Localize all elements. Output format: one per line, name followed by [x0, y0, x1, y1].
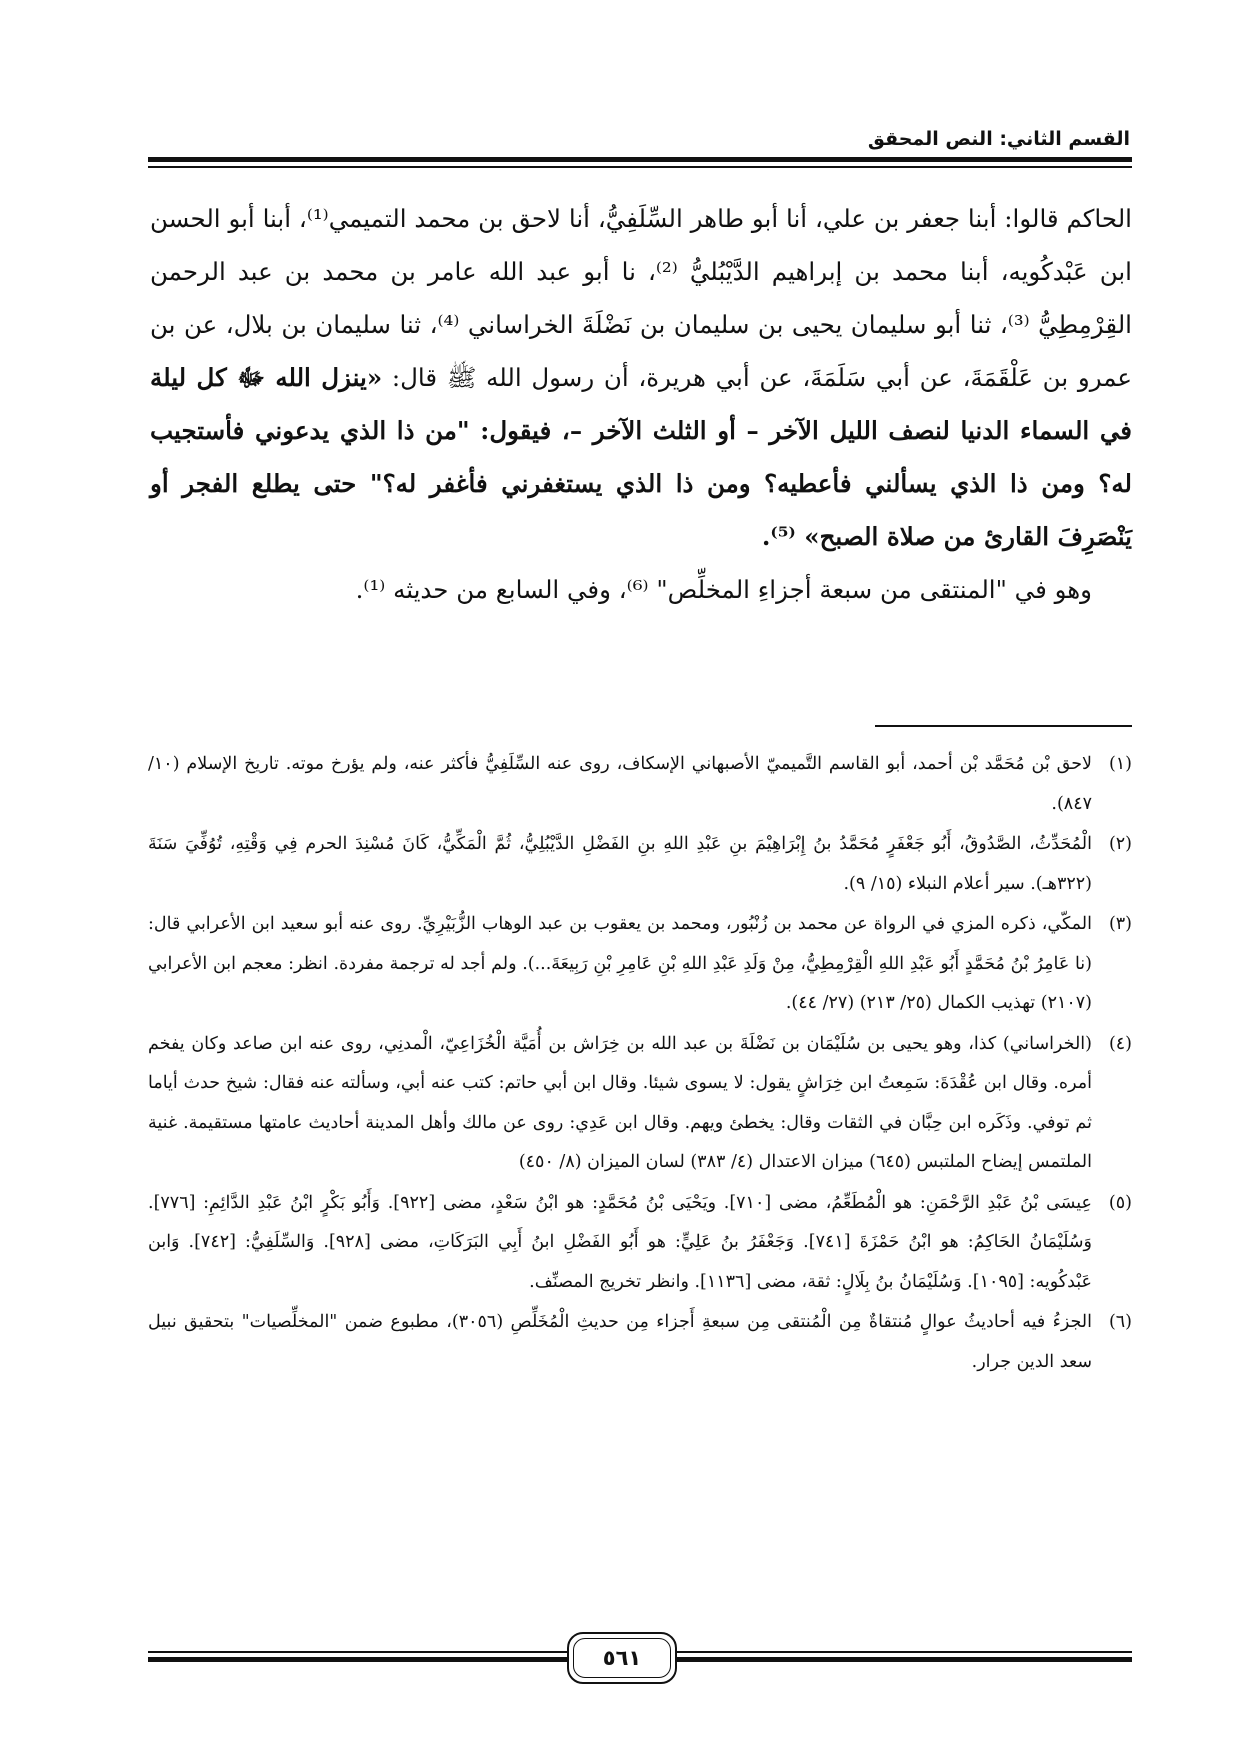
footnote-number: (٣) [1108, 914, 1132, 934]
source-paragraph: وهو في "المنتقى من سبعة أجزاءِ المخلِّص" ⁽⁶⁾، وفي السابع من حديثه ⁽¹⁾. [355, 575, 1092, 604]
footnote-text: لاحق بْن مُحَمَّد بْن أحمد، أبو القاسم التَّميميّ الأصبهاني الإسكاف، روى عنه السِّلَفِيُّ فأكثر عنه، ولم يؤرخ موته. تاريخ الإسلام (١٠/ ٨٤٧). [148, 754, 1092, 814]
isnad-paragraph [150, 192, 1132, 563]
footnote-separator [875, 725, 1132, 727]
footnote [148, 825, 1132, 904]
footnote-number: (١) [1108, 754, 1132, 774]
hadith-text: «ينزل الله ﷻ كل ليلة في السماء الدنيا لنصف الليل الآخر – أو الثلث الآخر –، فيقول: "من ذا الذي يدعوني فأستجيب له؟ ومن ذا الذي يسألني فأعطيه؟ ومن ذا الذي يستغفرني فأغفر له؟" حتى يطلع الفجر أو يَنْصَرِفَ القارئ من صلاة الصبح» ⁽⁵⁾. [150, 363, 1132, 551]
main-text [150, 192, 1132, 616]
header-rule-thin [148, 166, 1132, 168]
footnote [148, 1025, 1132, 1183]
header-rule-thick [148, 157, 1132, 162]
page-number-badge [567, 1632, 677, 1684]
page-number: ٥٦١ [602, 1646, 642, 1670]
footnote-text: (الخراساني) كذا، وهو يحيى بن سُلَيْمَان بن نَضْلَةَ بن عبد الله بن خِرَاش بن أُمَيَّة الْخُزَاعِيّ، الْمدنِي، روى عنه ابن صاعد وكان يفخم أمره. وقال ابن عُقْدَةَ: سَمِعتُ ابن خِرَاشٍ يقول: لا يسوى شيئا. وقال ابن أبي حاتم: كتب عنه أبي، وسألته عنه فقال: شيخ حدث أياما ثم توفي. وذَكَره ابن حِبَّان في الثقات وقال: يخطئ ويهم. وقال ابن عَدِي: روى عن مالك وأهل المدينة أحاديث عامتها مستقيمة. غنية الملتمس إيضاح الملتبس (٦٤٥) ميزان الاعتدال (٤/ ٣٨٣) لسان الميزان (٨/ ٤٥٠) [148, 1033, 1092, 1172]
footnote [148, 1184, 1132, 1303]
footnote-number: (٥) [1108, 1192, 1132, 1213]
footnote-number: (٦) [1108, 1312, 1132, 1332]
footnote-number: (٤) [1108, 1033, 1132, 1054]
footnote-text: الجزءُ فيه أحاديثُ عوالٍ مُنتقاةٌ مِن الْمُنتقى مِن سبعةِ أَجزاء مِن حديثِ الْمُخَلِّصِ (٣٠٥٦)، مطبوع ضمن "المخلِّصيات" بتحقيق نبيل سعد الدين جرار. [148, 1312, 1092, 1372]
footnote [148, 745, 1132, 824]
footnote-text: عِيسَى بْنُ عَبْدِ الرَّحْمَنِ: هو الْمُطَعِّمُ، مضى [٧١٠]. ويَحْيَى بْنُ مُحَمَّدٍ: هو ابْنُ سَعْدٍ، مضى [٩٢٢]. وَأَبُو بَكْرٍ ابْنُ عَبْدِ الدَّائِمِ: [٧٧٦]. وَسُلَيْمَانُ الحَاكِمُ: هو ابْنُ حَمْزَةَ [٧٤١]. وَجَعْفَرُ بنُ عَلِيٍّ: هو أَبُو الفَضْلِ ابنُ أَبِي البَرَكَاتِ، مضى [٩٢٨]. وَالسِّلَفِيُّ: [٧٤٢]. وَابن عَبْدكُويه: [١٠٩٥]. وَسُلَيْمَانُ بنُ بِلَالٍ: ثقة، مضى [١١٣٦]. وانظر تخريج المصنِّف. [148, 1192, 1092, 1292]
footnote [148, 1303, 1132, 1382]
footnotes [148, 745, 1132, 1383]
footnote-text: المكّي، ذكره المزي في الرواة عن محمد بن زُنْبُور، ومحمد بن يعقوب بن عبد الوهاب الزُّبَيْرِيِّ. روى عنه أبو سعيد ابن الأعرابي قال: (نا عَامِرُ بْنُ مُحَمَّدٍ أَبُو عَبْدِ اللهِ الْقِرْمِطِيُّ، مِنْ وَلَدِ عَبْدِ اللهِ بْنِ عَامِرِ بْنِ رَبِيعَةَ...). ولم أجد له ترجمة مفردة. انظر: معجم ابن الأعرابي (٢١٠٧) تهذيب الكمال (٢٥/ ٢١٣) (٢٧/ ٤٤). [148, 914, 1092, 1013]
isnad-text: الحاكم قالوا: أبنا جعفر بن علي، أنا أبو طاهر السِّلَفِيُّ، أنا لاحق بن محمد التميمي⁽¹⁾، أبنا أبو الحسن ابن عَبْدكُويه، أبنا محمد بن إبراهيم الدَّيْبُليُّ ⁽²⁾، نا أبو عبد الله عامر بن محمد بن عبد الرحمن القِرْمِطِيُّ ⁽³⁾، ثنا أبو سليمان يحيى بن سليمان بن نَضْلَةَ الخراساني ⁽⁴⁾، ثنا سليمان بن بلال، عن بن عمرو بن عَلْقَمَةَ، عن أبي سَلَمَةَ، عن أبي هريرة، أن رسول الله ﷺ قال: [150, 204, 1132, 392]
footnote-text: الْمُحَدِّثُ، الصَّدُوقُ، أَبُو جَعْفَرٍ مُحَمَّدُ بنُ إِبْرَاهِيْمَ بنِ عَبْدِ اللهِ بنِ الفَضْلِ الدَّيْبُلِيُّ، ثُمَّ الْمَكِّيُّ، كَانَ مُسْنِدَ الحرم فِي وَقْتِهِ، تُوُفِّيَ سَنَةَ (٣٢٢هـ). سير أعلام النبلاء (١٥/ ٩). [148, 834, 1092, 894]
footnote-number: (٢) [1108, 834, 1132, 854]
footnote [148, 905, 1132, 1024]
running-header-title: القسم الثاني: النص المحقق [867, 128, 1130, 150]
